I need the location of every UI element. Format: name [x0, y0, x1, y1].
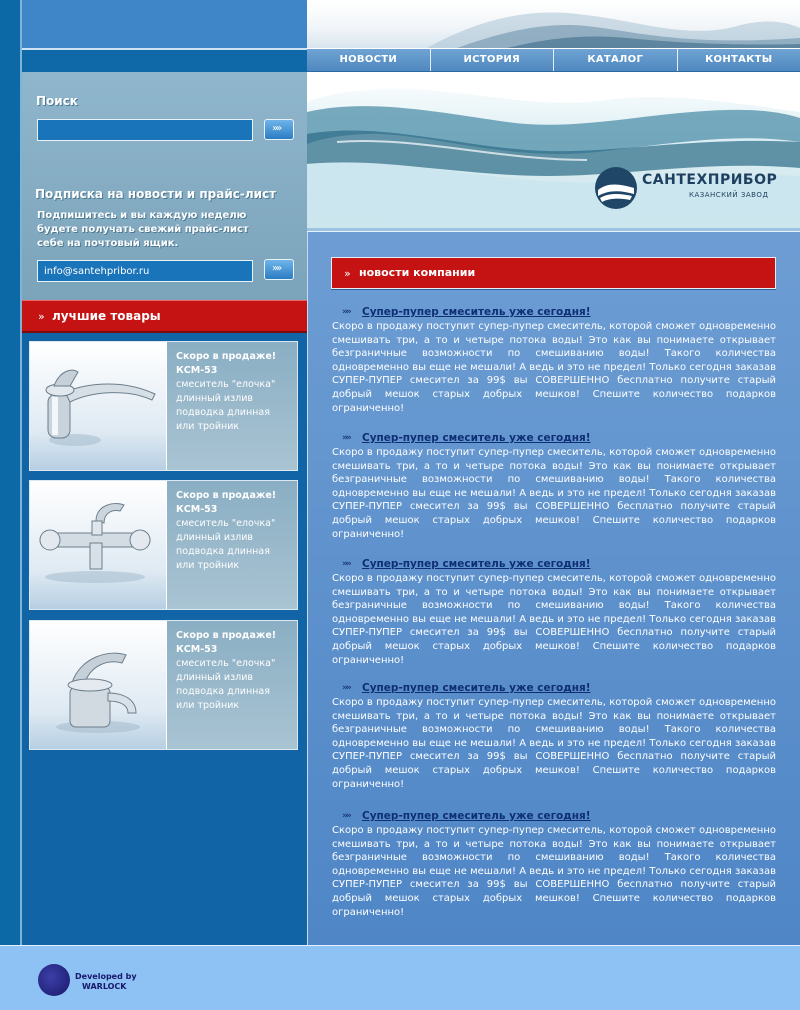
subscribe-text: Подпишитесь и вы каждую неделю будете получать свежий прайс-лист себе на почтовый ящик. [37, 210, 249, 249]
product-card[interactable] [29, 620, 298, 750]
developer-line1: Developed by [75, 972, 137, 981]
main-content [307, 232, 800, 945]
news-header [331, 257, 776, 289]
developer-line2: WARLOCK [82, 982, 127, 991]
main-navigation [307, 48, 800, 72]
product-card[interactable] [29, 480, 298, 610]
news-item [332, 431, 776, 541]
product-tag: Скоро в продаже! [176, 630, 277, 641]
double-chevron-icon: »» [342, 811, 350, 821]
news-title-link[interactable]: »» Супер-пупер смеситель уже сегодня! [342, 558, 591, 570]
subscribe-button[interactable] [264, 259, 294, 280]
news-body: Скоро в продажу поступит супер-пупер смеситель, которой сможет одновременно смешивать три, а то и четыре потока воды! Это как вы понимаете открывает безграничные возможности по смешиванию воды! Такого количества одновременно вы еще не мешали! А ведь и это не предел! Только сегодня заказав СУПЕР-ПУПЕР смесител за 99$ вы СОВЕРШЕННО бесплатно получите старый добрый мешок старых добрых мешков! Спешите количество подарков ограниченно! [332, 697, 776, 790]
nav-item-history[interactable]: ИСТОРИЯ [430, 49, 554, 71]
product-tag: Скоро в продаже! [176, 490, 277, 501]
chevron-right-icon: » [344, 267, 348, 280]
footer [0, 945, 800, 1010]
double-chevron-icon: »» [342, 683, 350, 693]
search-button[interactable] [264, 119, 294, 140]
company-logo [594, 166, 778, 210]
email-field[interactable] [37, 260, 253, 282]
news-body: Скоро в продажу поступит супер-пупер смеситель, которой сможет одновременно смешивать три, а то и четыре потока воды! Это как вы понимаете открывает безграничные возможности по смешиванию воды! Такого количества одновременно вы еще не мешали! А ведь и это не предел! Только сегодня заказав СУПЕР-ПУПЕР смесител за 99$ вы СОВЕРШЕННО бесплатно получите старый добрый мешок старых добрых мешков! Спешите количество подарков ограниченно! [332, 825, 776, 918]
best-products-header [22, 300, 307, 333]
logo-name: САНТЕХПРИБОР [642, 172, 778, 188]
developer-credit[interactable] [38, 964, 158, 998]
news-title-link[interactable]: »» Супер-пупер смеситель уже сегодня! [342, 306, 591, 318]
news-item [332, 305, 776, 415]
faucet-image [30, 342, 167, 470]
product-model: КСМ-53 [176, 504, 218, 515]
nav-item-news[interactable]: НОВОСТИ [307, 49, 430, 71]
chevron-right-icon: » [38, 310, 42, 323]
nav-item-catalog[interactable]: КАТАЛОГ [553, 49, 677, 71]
faucet-image [30, 481, 167, 609]
product-model: КСМ-53 [176, 644, 218, 655]
double-chevron-icon: »» [342, 559, 350, 569]
news-item [332, 557, 776, 667]
faucet-image [30, 621, 167, 749]
news-body: Скоро в продажу поступит супер-пупер смеситель, которой сможет одновременно смешивать три, а то и четыре потока воды! Это как вы понимаете открывает безграничные возможности по смешиванию воды! Такого количества одновременно вы еще не мешали! А ведь и это не предел! Только сегодня заказав СУПЕР-ПУПЕР смесител за 99$ вы СОВЕРШЕННО бесплатно получите старый добрый мешок старых добрых мешков! Спешите количество подарков ограниченно! [332, 573, 776, 666]
double-chevron-icon: »» [342, 307, 350, 317]
double-chevron-icon: »» [342, 433, 350, 443]
product-desc: смеситель "елочка" длинный излив подводка длинная или тройник [176, 518, 276, 571]
search-go-icon: »» [272, 123, 281, 134]
news-body: Скоро в продажу поступит супер-пупер смеситель, которой сможет одновременно смешивать три, а то и четыре потока воды! Это как вы понимаете открывает безграничные возможности по смешиванию воды! Такого количества одновременно вы еще не мешали! А ведь и это не предел! Только сегодня заказав СУПЕР-ПУПЕР смесител за 99$ вы СОВЕРШЕННО бесплатно получите старый добрый мешок старых добрых мешков! Спешите количество подарков ограниченно! [332, 447, 776, 540]
news-item [332, 809, 776, 919]
water-wave-image [307, 72, 800, 228]
top-left-banner [22, 0, 307, 48]
subscribe-go-icon: »» [272, 263, 281, 274]
news-title-link[interactable]: »» Супер-пупер смеситель уже сегодня! [342, 682, 591, 694]
product-tag: Скоро в продаже! [176, 351, 277, 362]
news-title-link[interactable]: »» Супер-пупер смеситель уже сегодня! [342, 810, 591, 822]
left-edge-strip [0, 0, 20, 945]
nav-item-contacts[interactable]: КОНТАКТЫ [677, 49, 800, 71]
sidebar-panel [22, 72, 307, 300]
product-model: КСМ-53 [176, 365, 218, 376]
news-item [332, 681, 776, 791]
developer-logo-icon [38, 964, 70, 996]
news-title-link[interactable]: »» Супер-пупер смеситель уже сегодня! [342, 432, 591, 444]
left-nav-bar [22, 50, 307, 72]
product-card[interactable] [29, 341, 298, 471]
news-header-label: новости компании [359, 266, 476, 279]
search-input[interactable] [37, 119, 253, 141]
search-title: Поиск [36, 94, 78, 108]
logo-subtitle: КАЗАНСКИЙ ЗАВОД [689, 191, 769, 199]
product-desc: смеситель "елочка" длинный излив подводка длинная или тройник [176, 658, 276, 711]
news-body: Скоро в продажу поступит супер-пупер смеситель, которой сможет одновременно смешивать три, а то и четыре потока воды! Это как вы понимаете открывает безграничные возможности по смешиванию воды! Такого количества одновременно вы еще не мешали! А ведь и это не предел! Только сегодня заказав СУПЕР-ПУПЕР смесител за 99$ вы СОВЕРШЕННО бесплатно получите старый добрый мешок старых добрых мешков! Спешите количество подарков ограниченно! [332, 321, 776, 414]
logo-wave-icon [594, 166, 638, 210]
product-desc: смеситель "елочка" длинный излив подводка длинная или тройник [176, 379, 276, 432]
best-products-label: лучшие товары [52, 309, 161, 323]
subscribe-title: Подписка на новости и прайс-лист [35, 187, 277, 201]
water-splash-top [307, 0, 800, 48]
